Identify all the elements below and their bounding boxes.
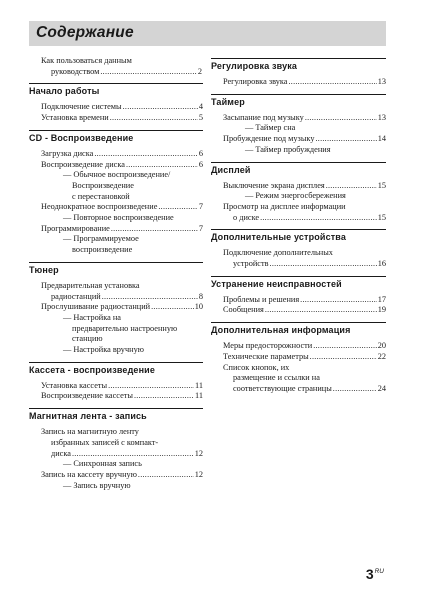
toc-entry-title: Загрузка диска: [41, 148, 94, 158]
section-heading: Кассета - воспроизведение: [29, 362, 203, 378]
section-entries: [211, 248, 386, 269]
toc-entry-title: Воспроизведение кассеты: [41, 391, 133, 401]
toc-entry[interactable]: [41, 113, 203, 124]
toc-subentry-line: — Программируемое: [63, 234, 139, 244]
toc-entry-title: Технические параметры: [223, 351, 309, 361]
toc-entry[interactable]: [223, 202, 386, 223]
toc-subentries: [41, 459, 203, 470]
toc-subentries: [41, 213, 203, 224]
title-bar: [29, 21, 386, 46]
toc-entry-title: Выключение экрана дисплея: [223, 180, 325, 190]
leader-dots: [333, 384, 377, 395]
toc-entry-title: Подключение системы: [41, 102, 122, 112]
toc-subentry-line: — Настройка вручную: [63, 345, 144, 355]
toc-entry-line: [223, 248, 386, 259]
toc-left-column: [29, 54, 203, 491]
toc-entry-line: [223, 134, 386, 145]
leader-dots: [102, 292, 198, 303]
toc-page-number: 16: [377, 259, 386, 269]
toc-entry-title: Подключение дополнительных: [223, 248, 333, 258]
toc-entry[interactable]: [223, 341, 386, 352]
toc-page-number: 2: [197, 66, 202, 76]
toc-page-number: 20: [377, 341, 386, 351]
toc-page-number: 12: [194, 448, 203, 458]
section-heading: Дополнительная информация: [211, 322, 386, 338]
toc-page-number: 19: [377, 305, 386, 315]
section-entries: [29, 149, 203, 256]
toc-subentry-line: — Настройка на: [63, 312, 121, 322]
toc-entry-title: Прослушивание радиостанций: [41, 302, 151, 312]
right-sections: [211, 58, 386, 395]
toc-subentry-line: — Повторное воспроизведение: [63, 213, 174, 223]
section-heading: Тюнер: [29, 262, 203, 278]
toc-entry-title: устройств: [233, 259, 269, 269]
toc-entry[interactable]: [223, 134, 386, 155]
leader-dots: [126, 160, 198, 171]
toc-entry-title: избранных записей с компакт-: [51, 437, 159, 447]
toc-entry-line: [41, 292, 203, 303]
section-entries: [29, 381, 203, 402]
page-number: 3: [365, 566, 374, 582]
section-entries: [29, 427, 203, 491]
toc-subentry: [63, 213, 203, 224]
toc-entry-title: Список кнопок, их: [223, 362, 290, 372]
toc-page-number: 5: [198, 113, 203, 123]
leader-dots: [310, 352, 377, 363]
toc-section: [211, 162, 386, 224]
toc-page-number: 15: [377, 212, 386, 222]
toc-page-number: 17: [377, 294, 386, 304]
toc-entry-line: [41, 281, 203, 292]
toc-entry-line: [223, 384, 386, 395]
section-heading: Магнитная лента - запись: [29, 408, 203, 424]
toc-entry[interactable]: [41, 224, 203, 256]
toc-entry-title: Программирование: [41, 223, 110, 233]
leader-dots: [288, 77, 376, 88]
toc-entry[interactable]: [41, 381, 203, 392]
toc-subentry-line: станцию: [72, 334, 103, 344]
leader-dots: [111, 224, 198, 235]
toc-subentry: [63, 170, 203, 202]
toc-entry-line: [223, 305, 386, 316]
toc-entry-title: Воспроизведение диска: [41, 159, 125, 169]
toc-entry[interactable]: [223, 248, 386, 269]
toc-subentry-line: Воспроизведение: [72, 180, 134, 190]
toc-subentry-line: — Обычное воспроизведение/: [63, 170, 171, 180]
toc-entry-line: [41, 391, 203, 402]
toc-entry-title: Как пользоваться данным: [41, 56, 132, 65]
toc-entry[interactable]: [223, 295, 386, 306]
toc-entry-title: Проблемы и решения: [223, 294, 300, 304]
toc-section: [29, 130, 203, 256]
toc-entry-line: [41, 102, 203, 113]
toc-page-number: 15: [377, 180, 386, 190]
toc-entry[interactable]: [41, 302, 203, 356]
toc-page-number: 11: [195, 380, 203, 390]
toc-page-number: 13: [377, 77, 386, 86]
toc-entry-title: соответствующие страницы: [233, 383, 332, 393]
leader-dots: [326, 181, 377, 192]
toc-entry-line: [41, 224, 203, 235]
leader-dots: [108, 381, 194, 392]
toc-subentry-line: воспроизведение: [72, 245, 133, 255]
leader-dots: [134, 391, 194, 402]
toc-subentry-line: — Режим энергосбережения: [245, 191, 346, 201]
toc-entry[interactable]: [223, 305, 386, 316]
toc-entry[interactable]: [41, 427, 203, 470]
leader-dots: [270, 259, 377, 270]
section-entries: [29, 102, 203, 123]
leader-dots: [313, 341, 377, 352]
page-title: Содержание: [36, 24, 134, 41]
toc-page-number: 11: [195, 391, 203, 401]
toc-entry[interactable]: [223, 181, 386, 202]
toc-subentry: [245, 191, 386, 202]
toc-subentries: [41, 313, 203, 356]
leader-dots: [123, 102, 198, 113]
toc-entry-line: [41, 160, 203, 171]
toc-page-number: 6: [198, 148, 203, 158]
toc-entry-line: [223, 352, 386, 363]
section-heading: Регулировка звука: [211, 58, 386, 74]
toc-page-number: 4: [198, 102, 203, 112]
toc-entry-line: [41, 438, 203, 449]
language-code: RU: [374, 567, 384, 575]
toc-subentry-line: — Таймер сна: [245, 123, 296, 133]
leader-dots: [72, 449, 194, 460]
toc-entry[interactable]: [223, 77, 386, 88]
toc-subentries: [223, 191, 386, 202]
leader-dots: [94, 149, 198, 160]
section-heading: Начало работы: [29, 83, 203, 99]
section-heading: Дополнительные устройства: [211, 229, 386, 245]
section-heading: Устранение неисправностей: [211, 276, 386, 292]
toc-section: [211, 322, 386, 395]
toc-page-number: 10: [194, 302, 203, 312]
toc-page-number: 7: [198, 223, 203, 233]
section-entries: [211, 113, 386, 156]
leader-dots: [300, 295, 377, 306]
toc-entry-title: Установка кассеты: [41, 380, 108, 390]
toc-entry-title: диска: [51, 448, 71, 458]
leader-dots: [138, 470, 194, 481]
leader-dots: [151, 302, 194, 313]
toc-subentry: [63, 459, 203, 470]
left-sections: [29, 83, 203, 491]
toc-subentry: [63, 313, 203, 345]
toc-entry-line: [223, 259, 386, 270]
toc-entry-title: Пробуждение под музыку: [223, 134, 315, 144]
toc-entry-title: Неоднократное воспроизведение: [41, 202, 158, 212]
toc-section: [211, 94, 386, 156]
section-entries: [211, 181, 386, 224]
toc-entry[interactable]: [41, 102, 203, 113]
toc-entry-line: [223, 363, 386, 374]
toc-entry-line: [223, 113, 386, 124]
toc-entry-title: Запись на магнитную ленту: [41, 427, 139, 437]
leader-dots: [158, 202, 197, 213]
toc-entry-line: [41, 113, 203, 124]
toc-page-number: 6: [198, 159, 203, 169]
toc-section: [29, 362, 203, 402]
toc-entry-title: размещение и ссылки на: [233, 373, 320, 383]
toc-subentries: [41, 481, 203, 492]
toc-section: [211, 58, 386, 88]
leader-dots: [315, 134, 376, 145]
toc-subentry-line: предварительно настроенную: [72, 323, 178, 333]
toc-entry-line: [223, 202, 386, 213]
toc-page-number: 12: [194, 469, 203, 479]
toc-entry-title: Установка времени: [41, 113, 109, 123]
toc-entry-line: [223, 341, 386, 352]
section-entries: [211, 77, 386, 88]
toc-entry[interactable]: [41, 281, 203, 302]
toc-entry[interactable]: [41, 391, 203, 402]
toc-section: [211, 276, 386, 316]
toc-entry-line: [223, 77, 386, 88]
toc-subentry-line: — Запись вручную: [63, 480, 131, 490]
toc-entry-title: о диске: [233, 212, 260, 222]
toc-section: [29, 408, 203, 491]
toc-entry-line: [41, 302, 203, 313]
toc-entry-line: [223, 373, 386, 384]
toc-entry-line: [41, 67, 202, 78]
section-heading: Таймер: [211, 94, 386, 110]
toc-subentry: [63, 345, 203, 356]
section-heading: Дисплей: [211, 162, 386, 178]
toc-entry-title: Запись на кассету вручную: [41, 469, 137, 479]
toc-subentry: [245, 123, 386, 134]
toc-entry-line: [41, 427, 203, 438]
toc-page-number: 7: [198, 202, 203, 212]
toc-entry[interactable]: [223, 352, 386, 363]
toc-entry-line: [223, 213, 386, 224]
leader-dots: [100, 67, 196, 78]
toc-entry-title: Просмотр на дисплее информации: [223, 201, 346, 211]
toc-entry-line: [41, 149, 203, 160]
toc-entry-line: [41, 470, 203, 481]
toc-page-number: 24: [377, 383, 386, 393]
toc-entry-title: Предварительная установка: [41, 280, 140, 290]
leader-dots: [110, 113, 198, 124]
toc-subentries: [223, 145, 386, 156]
toc-entry-line: [223, 181, 386, 192]
section-entries: [29, 281, 203, 356]
toc-subentries: [41, 234, 203, 255]
toc-page-number: 13: [377, 112, 386, 122]
toc-entry[interactable]: [41, 160, 203, 203]
toc-entry-title: Сообщения: [223, 305, 264, 315]
toc-entry-line: [41, 449, 203, 460]
toc-page-number: 22: [377, 351, 386, 361]
toc-section: [211, 229, 386, 269]
page-footer: [366, 566, 384, 584]
leader-dots: [305, 113, 377, 124]
toc-page-number: 8: [198, 291, 203, 301]
toc-section: [29, 262, 203, 356]
toc-subentry-line: с перестановкой: [72, 191, 130, 201]
toc-subentry-line: — Таймер пробуждения: [245, 144, 331, 154]
toc-entry[interactable]: [223, 113, 386, 134]
toc-entry[interactable]: [41, 470, 203, 491]
toc-subentry-line: — Синхронная запись: [63, 459, 142, 469]
toc-entry-title: Меры предосторожности: [223, 341, 313, 351]
toc-entry-line: [223, 295, 386, 306]
toc-entry-line: [41, 56, 202, 67]
section-entries: [211, 295, 386, 316]
toc-entry-title: Регулировка звука: [223, 77, 288, 86]
toc-entry[interactable]: [41, 202, 203, 223]
toc-intro-entry: [29, 56, 203, 77]
toc-entry-line: [41, 202, 203, 213]
toc-page-number: 14: [377, 134, 386, 144]
toc-subentries: [223, 123, 386, 134]
toc-entry[interactable]: [223, 363, 386, 395]
toc-subentry: [245, 145, 386, 156]
toc-entry-title: Засыпание под музыку: [223, 112, 304, 122]
toc-entry-title: руководством: [51, 66, 100, 76]
section-entries: [211, 341, 386, 395]
toc-subentry: [63, 481, 203, 492]
toc-entry-line: [41, 381, 203, 392]
toc-right-column: [211, 58, 386, 395]
section-heading: CD - Воспроизведение: [29, 130, 203, 146]
toc-section: [29, 83, 203, 123]
toc-entry[interactable]: [41, 149, 203, 160]
leader-dots: [260, 213, 377, 224]
toc-subentry: [63, 234, 203, 255]
toc-entry-title: радиостанций: [51, 291, 101, 301]
toc-subentries: [41, 170, 203, 202]
leader-dots: [265, 305, 377, 316]
